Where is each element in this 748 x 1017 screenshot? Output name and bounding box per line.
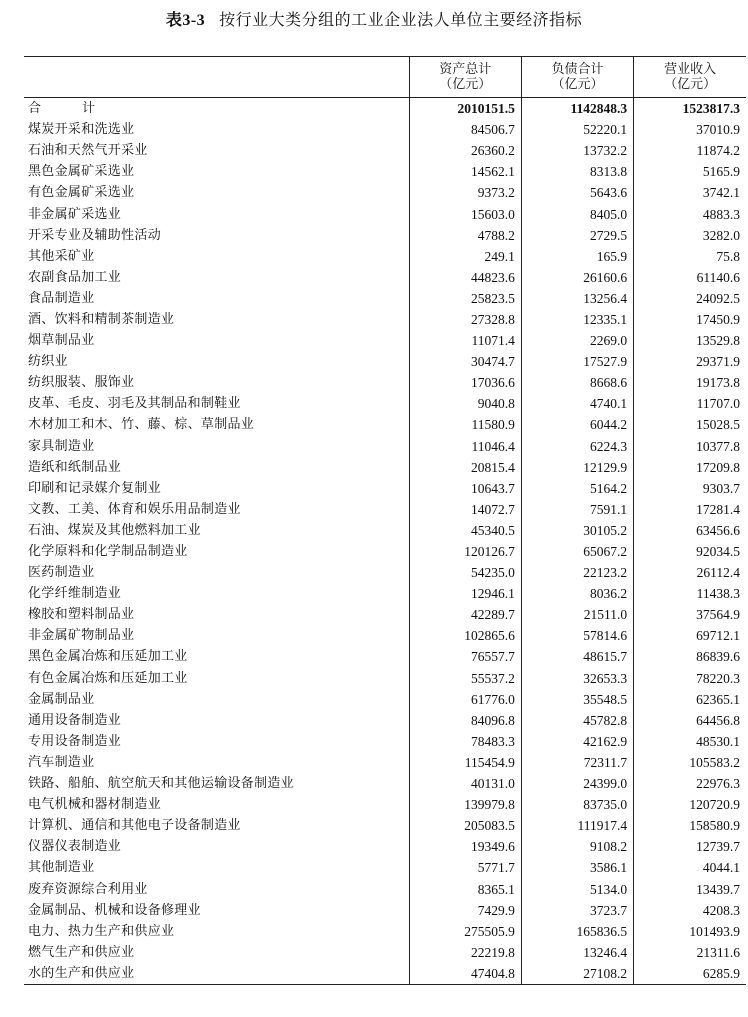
column-header-unit: （亿元） xyxy=(664,77,717,92)
assets-cell: 139979.8 xyxy=(409,794,521,815)
liabilities-cell: 35548.5 xyxy=(521,689,633,710)
revenue-cell: 13529.8 xyxy=(634,330,746,351)
liabilities-cell: 32653.3 xyxy=(521,668,633,689)
revenue-cell: 17281.4 xyxy=(634,499,746,520)
assets-cell: 249.1 xyxy=(409,246,521,267)
industry-name-cell: 水的生产和供应业 xyxy=(24,963,409,985)
revenue-cell: 69712.1 xyxy=(634,625,746,646)
industry-name-cell: 橡胶和塑料制品业 xyxy=(28,607,135,623)
table-caption: 按行业大类分组的工业企业法人单位主要经济指标 xyxy=(219,10,583,29)
table-row xyxy=(24,161,746,182)
table-row xyxy=(24,625,746,646)
revenue-cell: 62365.1 xyxy=(634,689,746,710)
assets-cell: 9373.2 xyxy=(409,182,521,203)
revenue-cell: 37564.9 xyxy=(634,604,746,625)
assets-cell: 120126.7 xyxy=(409,541,521,562)
table-row xyxy=(24,478,746,499)
liabilities-cell: 8313.8 xyxy=(521,161,633,182)
table-row xyxy=(24,330,746,351)
industry-name-cell: 木材加工和木、竹、藤、棕、草制品业 xyxy=(28,417,255,433)
table-row xyxy=(24,900,746,921)
revenue-cell: 26112.4 xyxy=(634,562,746,583)
table-row xyxy=(24,773,746,794)
revenue-cell: 5165.9 xyxy=(634,161,746,182)
revenue-cell: 11438.3 xyxy=(634,583,746,604)
industry-name-cell: 家具制造业 xyxy=(28,438,95,454)
assets-cell: 84506.7 xyxy=(409,119,521,140)
liabilities-cell: 24399.0 xyxy=(521,773,633,794)
liabilities-cell: 3723.7 xyxy=(521,900,633,921)
revenue-cell: 37010.9 xyxy=(634,119,746,140)
table-row xyxy=(24,203,746,224)
industry-name-cell: 纺织服装、服饰业 xyxy=(28,375,135,391)
industry-name-cell: 有色金属矿采选业 xyxy=(28,185,135,201)
table-row xyxy=(24,225,746,246)
assets-cell: 22219.8 xyxy=(409,942,521,963)
table-row xyxy=(24,436,746,457)
industry-name-cell: 黑色金属矿采选业 xyxy=(28,164,135,180)
column-header-label: 资产总计 xyxy=(439,62,492,77)
assets-cell: 15603.0 xyxy=(409,203,521,224)
table-row xyxy=(24,520,746,541)
column-header-liabilities xyxy=(521,57,633,98)
revenue-cell: 4883.3 xyxy=(634,203,746,224)
assets-cell: 275505.9 xyxy=(409,921,521,942)
liabilities-cell: 9108.2 xyxy=(521,836,633,857)
table-row xyxy=(24,499,746,520)
table-row xyxy=(24,710,746,731)
industry-name-cell: 其他制造业 xyxy=(28,860,95,876)
industry-name-cell: 化学原料和化学制品制造业 xyxy=(28,544,188,560)
assets-cell: 11071.4 xyxy=(409,330,521,351)
liabilities-cell: 5164.2 xyxy=(521,478,633,499)
liabilities-cell: 8036.2 xyxy=(521,583,633,604)
revenue-cell: 12739.7 xyxy=(634,836,746,857)
revenue-cell: 92034.5 xyxy=(634,541,746,562)
liabilities-cell: 57814.6 xyxy=(521,625,633,646)
liabilities-cell: 45782.8 xyxy=(521,710,633,731)
table-row xyxy=(24,689,746,710)
industry-name-cell: 燃气生产和供应业 xyxy=(28,944,135,960)
revenue-cell: 10377.8 xyxy=(634,436,746,457)
liabilities-cell: 30105.2 xyxy=(521,520,633,541)
table-row xyxy=(24,351,746,372)
table-row xyxy=(24,372,746,393)
table-row xyxy=(24,963,746,985)
industry-name-cell: 汽车制造业 xyxy=(28,754,95,770)
revenue-cell: 86839.6 xyxy=(634,646,746,667)
assets-cell: 20815.4 xyxy=(409,457,521,478)
liabilities-cell: 48615.7 xyxy=(521,646,633,667)
industry-name-cell: 铁路、船舶、航空航天和其他运输设备制造业 xyxy=(28,776,295,792)
assets-cell: 27328.8 xyxy=(409,309,521,330)
total-row xyxy=(24,98,746,120)
revenue-cell: 78220.3 xyxy=(634,668,746,689)
column-header-label: 营业收入 xyxy=(664,62,717,77)
liabilities-cell: 83735.0 xyxy=(521,794,633,815)
liabilities-cell: 1142848.3 xyxy=(521,98,633,120)
table-row xyxy=(24,815,746,836)
industry-name-cell: 废弃资源综合利用业 xyxy=(28,881,148,897)
revenue-cell: 11707.0 xyxy=(634,393,746,414)
liabilities-cell: 12335.1 xyxy=(521,309,633,330)
industry-name-cell: 黑色金属冶炼和压延加工业 xyxy=(28,649,188,665)
assets-cell: 5771.7 xyxy=(409,857,521,878)
revenue-cell: 64456.8 xyxy=(634,710,746,731)
liabilities-cell: 26160.6 xyxy=(521,267,633,288)
assets-cell: 61776.0 xyxy=(409,689,521,710)
liabilities-cell: 111917.4 xyxy=(521,815,633,836)
industry-name-cell: 食品制造业 xyxy=(28,290,95,306)
assets-cell: 84096.8 xyxy=(409,710,521,731)
industry-name-cell: 开采专业及辅助性活动 xyxy=(28,227,162,243)
industry-name-cell: 农副食品加工业 xyxy=(28,269,122,285)
industry-name-cell: 电力、热力生产和供应业 xyxy=(28,923,175,939)
liabilities-cell: 6224.3 xyxy=(521,436,633,457)
liabilities-cell: 2729.5 xyxy=(521,225,633,246)
revenue-cell: 22976.3 xyxy=(634,773,746,794)
assets-cell: 47404.8 xyxy=(409,963,521,985)
column-header-label: 负债合计 xyxy=(551,62,604,77)
liabilities-cell: 13246.4 xyxy=(521,942,633,963)
table-row xyxy=(24,140,746,161)
liabilities-cell: 165836.5 xyxy=(521,921,633,942)
assets-cell: 14562.1 xyxy=(409,161,521,182)
industry-name-cell: 纺织业 xyxy=(28,354,68,370)
revenue-cell: 17450.9 xyxy=(634,309,746,330)
liabilities-cell: 13732.2 xyxy=(521,140,633,161)
revenue-cell: 17209.8 xyxy=(634,457,746,478)
assets-cell: 17036.6 xyxy=(409,372,521,393)
table-title xyxy=(0,7,748,30)
table-number: 表3-3 xyxy=(165,12,206,29)
table-row xyxy=(24,288,746,309)
liabilities-cell: 42162.9 xyxy=(521,731,633,752)
liabilities-cell: 4740.1 xyxy=(521,393,633,414)
table-row xyxy=(24,393,746,414)
revenue-cell: 105583.2 xyxy=(634,752,746,773)
liabilities-cell: 52220.1 xyxy=(521,119,633,140)
liabilities-cell: 27108.2 xyxy=(521,963,633,985)
assets-cell: 12946.1 xyxy=(409,583,521,604)
table-row xyxy=(24,857,746,878)
assets-cell: 30474.7 xyxy=(409,351,521,372)
industry-name-cell: 石油、煤炭及其他燃料加工业 xyxy=(28,522,201,538)
revenue-cell: 101493.9 xyxy=(634,921,746,942)
table-row xyxy=(24,309,746,330)
revenue-cell: 120720.9 xyxy=(634,794,746,815)
liabilities-cell: 8668.6 xyxy=(521,372,633,393)
revenue-cell: 29371.9 xyxy=(634,351,746,372)
industry-name-cell: 其他采矿业 xyxy=(28,248,95,264)
table-row xyxy=(24,246,746,267)
industry-name-cell: 烟草制品业 xyxy=(28,333,95,349)
table-row xyxy=(24,794,746,815)
revenue-cell: 11874.2 xyxy=(634,140,746,161)
liabilities-cell: 165.9 xyxy=(521,246,633,267)
revenue-cell: 61140.6 xyxy=(634,267,746,288)
industry-name-cell: 非金属矿物制品业 xyxy=(28,628,135,644)
industry-name-cell: 计算机、通信和其他电子设备制造业 xyxy=(28,818,241,834)
liabilities-cell: 8405.0 xyxy=(521,203,633,224)
column-header-unit: （亿元） xyxy=(439,77,492,92)
revenue-cell: 75.8 xyxy=(634,246,746,267)
assets-cell: 115454.9 xyxy=(409,752,521,773)
assets-cell: 10643.7 xyxy=(409,478,521,499)
liabilities-cell: 7591.1 xyxy=(521,499,633,520)
industry-name-cell: 印刷和记录媒介复制业 xyxy=(28,480,162,496)
assets-cell: 45340.5 xyxy=(409,520,521,541)
assets-cell: 55537.2 xyxy=(409,668,521,689)
column-header-revenue xyxy=(634,57,746,98)
assets-cell: 4788.2 xyxy=(409,225,521,246)
revenue-cell: 63456.6 xyxy=(634,520,746,541)
column-header-industry xyxy=(24,57,409,98)
liabilities-cell: 13256.4 xyxy=(521,288,633,309)
liabilities-cell: 72311.7 xyxy=(521,752,633,773)
industry-name-cell: 医药制造业 xyxy=(28,565,95,581)
assets-cell: 40131.0 xyxy=(409,773,521,794)
liabilities-cell: 2269.0 xyxy=(521,330,633,351)
liabilities-cell: 65067.2 xyxy=(521,541,633,562)
table-row xyxy=(24,541,746,562)
table-row xyxy=(24,119,746,140)
assets-cell: 25823.5 xyxy=(409,288,521,309)
assets-cell: 44823.6 xyxy=(409,267,521,288)
revenue-cell: 21311.6 xyxy=(634,942,746,963)
assets-cell: 14072.7 xyxy=(409,499,521,520)
assets-cell: 11046.4 xyxy=(409,436,521,457)
industry-name-cell: 非金属矿采选业 xyxy=(28,206,122,222)
assets-cell: 54235.0 xyxy=(409,562,521,583)
assets-cell: 2010151.5 xyxy=(409,98,521,120)
liabilities-cell: 5643.6 xyxy=(521,182,633,203)
revenue-cell: 158580.9 xyxy=(634,815,746,836)
table-row xyxy=(24,646,746,667)
assets-cell: 205083.5 xyxy=(409,815,521,836)
table-row xyxy=(24,942,746,963)
assets-cell: 19349.6 xyxy=(409,836,521,857)
revenue-cell: 24092.5 xyxy=(634,288,746,309)
industry-name-cell: 电气机械和器材制造业 xyxy=(28,797,162,813)
assets-cell: 42289.7 xyxy=(409,604,521,625)
assets-cell: 78483.3 xyxy=(409,731,521,752)
industry-name-cell: 石油和天然气开采业 xyxy=(28,143,148,159)
table-row xyxy=(24,457,746,478)
table-row xyxy=(24,182,746,203)
table-row xyxy=(24,921,746,942)
table-row xyxy=(24,752,746,773)
revenue-cell: 48530.1 xyxy=(634,731,746,752)
table-row xyxy=(24,267,746,288)
column-header-assets xyxy=(409,57,521,98)
industry-name-cell: 皮革、毛皮、羽毛及其制品和制鞋业 xyxy=(28,396,241,412)
industry-name-cell: 合 计 xyxy=(28,101,110,117)
liabilities-cell: 12129.9 xyxy=(521,457,633,478)
industry-name-cell: 酒、饮料和精制茶制造业 xyxy=(28,311,175,327)
industry-name-cell: 煤炭开采和洗选业 xyxy=(28,122,135,138)
table-row xyxy=(24,878,746,899)
industry-name-cell: 金属制品、机械和设备修理业 xyxy=(28,902,201,918)
liabilities-cell: 22123.2 xyxy=(521,562,633,583)
table-row xyxy=(24,583,746,604)
liabilities-cell: 5134.0 xyxy=(521,878,633,899)
table-body xyxy=(24,98,746,985)
industry-name-cell: 金属制品业 xyxy=(28,691,95,707)
industry-indicators-table xyxy=(24,56,746,985)
revenue-cell: 1523817.3 xyxy=(634,98,746,120)
revenue-cell: 6285.9 xyxy=(634,963,746,985)
revenue-cell: 15028.5 xyxy=(634,414,746,435)
assets-cell: 9040.8 xyxy=(409,393,521,414)
revenue-cell: 19173.8 xyxy=(634,372,746,393)
revenue-cell: 13439.7 xyxy=(634,878,746,899)
assets-cell: 7429.9 xyxy=(409,900,521,921)
industry-name-cell: 有色金属冶炼和压延加工业 xyxy=(28,670,188,686)
assets-cell: 76557.7 xyxy=(409,646,521,667)
industry-name-cell: 文教、工美、体育和娱乐用品制造业 xyxy=(28,501,241,517)
industry-name-cell: 造纸和纸制品业 xyxy=(28,459,122,475)
table-row xyxy=(24,604,746,625)
liabilities-cell: 17527.9 xyxy=(521,351,633,372)
revenue-cell: 4208.3 xyxy=(634,900,746,921)
assets-cell: 102865.6 xyxy=(409,625,521,646)
industry-name-cell: 化学纤维制造业 xyxy=(28,586,122,602)
assets-cell: 11580.9 xyxy=(409,414,521,435)
table-row xyxy=(24,731,746,752)
liabilities-cell: 3586.1 xyxy=(521,857,633,878)
assets-cell: 8365.1 xyxy=(409,878,521,899)
liabilities-cell: 6044.2 xyxy=(521,414,633,435)
revenue-cell: 3282.0 xyxy=(634,225,746,246)
revenue-cell: 4044.1 xyxy=(634,857,746,878)
industry-name-cell: 专用设备制造业 xyxy=(28,733,122,749)
table-row xyxy=(24,836,746,857)
industry-name-cell: 仪器仪表制造业 xyxy=(28,839,122,855)
liabilities-cell: 21511.0 xyxy=(521,604,633,625)
industry-name-cell: 通用设备制造业 xyxy=(28,712,122,728)
table-row xyxy=(24,562,746,583)
table-row xyxy=(24,414,746,435)
column-header-unit: （亿元） xyxy=(551,77,604,92)
revenue-cell: 3742.1 xyxy=(634,182,746,203)
assets-cell: 26360.2 xyxy=(409,140,521,161)
header-row xyxy=(24,57,746,98)
revenue-cell: 9303.7 xyxy=(634,478,746,499)
table-row xyxy=(24,668,746,689)
